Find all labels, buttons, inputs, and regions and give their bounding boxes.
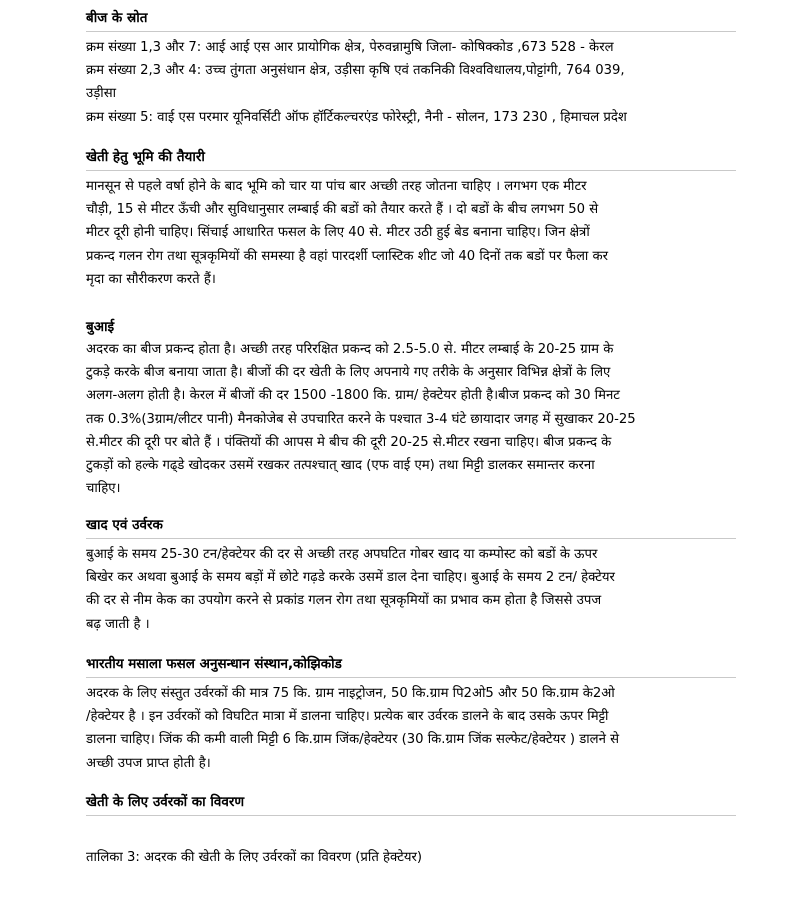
seed-source-text	[86, 36, 736, 129]
section-divider	[86, 815, 736, 816]
table-caption: तालिका 3: अदरक की खेती के लिए उर्वरकों का विवरण (प्रति हेक्टेयर)	[86, 850, 423, 865]
text-line: उड़ीसा	[86, 86, 117, 102]
section-divider	[86, 31, 736, 32]
text-line: टुकड़ों को हल्के गढ्डे खोदकर उसमें रखकर तत्पश्चात् खाद (एफ वाई एम) तथा मिट्टी डालकर समान्तर करना	[86, 458, 595, 474]
text-line: की दर से नीम केक का उपयोग करने से प्रकांड गलन रोग तथा सूत्रकृमियों का प्रभाव कम होता है जिससे उपज	[86, 593, 602, 609]
text-line: अच्छी उपज प्राप्त होती है।	[86, 755, 211, 771]
text-line: बिखेर कर अथवा बुआई के समय बड़ों में छोटे गढ़डे करके उसमें डाल देना चाहिए। बुआई के समय 2 टन/ हेक्टेयर	[86, 570, 615, 586]
text-line: चौड़ी, 15 से मीटर ऊँची और सुविधानुसार लम्बाई की बडों को तैयार करते हैं । दो बडों के बीच लगभग 50 से	[86, 202, 599, 218]
section-divider	[86, 170, 736, 171]
text-line: क्रम संख्या 5: वाई एस परमार यूनिवर्सिटी ऑफ हॉर्टिकल्चरएंड फोरेस्ट्री, नैनी - सोलन, 173 230 , हिमाचल प्रदेश	[86, 109, 627, 125]
text-line: मृदा का सौरीकरण करते हैं।	[86, 271, 216, 287]
text-line: बुआई के समय 25-30 टन/हेक्टेयर की दर से अच्छी तरह अपघटित गोबर खाद या कम्पोस्ट को बडों के ऊपर	[86, 547, 598, 562]
section-heading-sowing: बुआई	[86, 319, 115, 335]
text-line: से.मीटर की दूरी पर बोते हैं । पंक्तियों की आपस मे बीच की दूरी 20-25 से.मीटर रखना चाहिए। बीज प्रकन्द के	[86, 434, 612, 450]
section-heading-iisr: भारतीय मसाला फसल अनुसन्धान संस्थान,कोझिकोड	[86, 656, 342, 672]
text-line: क्रम संख्या 1,3 और 7: आई आई एस आर प्रायोगिक क्षेत्र, पेरुवन्नामुषि जिला- कोषिक्कोड ,673 528 - केरल	[86, 40, 614, 55]
section-heading-fertilizer-details: खेती के लिए उर्वरकों का विवरण	[86, 794, 245, 810]
text-line: प्रकन्द गलन रोग तथा सूत्रकृमियों की समस्या है वहां पारदर्शी प्लास्टिक शीट जो 40 दिनों तक बडों पर फैला कर	[86, 248, 609, 264]
section-heading-seed-source: बीज के स्रोत	[86, 10, 148, 26]
section-divider	[86, 677, 736, 678]
section-divider	[86, 538, 736, 539]
section-heading-manure-fertilizer: खाद एवं उर्वरक	[86, 517, 163, 533]
text-line: टुकड़े करके बीज बनाया जाता है। बीजों की दर खेती के लिए अपनाये गए तरीके के अनुसार विभिन्न क्षेत्रों के लिए	[86, 365, 611, 381]
text-line: तक 0.3%(3ग्राम/लीटर पानी) मैनकोजेब से उपचारित करने के पश्चात 3-4 घंटे छायादार जगह में सुखाकर 20-25	[86, 411, 636, 427]
text-line: डालना चाहिए। जिंक की कमी वाली मिट्टी 6 कि.ग्राम जिंक/हेक्टेयर (30 कि.ग्राम जिंक सल्फेट/हेक्टेयर ) डालने से	[86, 732, 620, 748]
sowing-text	[86, 338, 736, 500]
text-line: अलग-अलग होती है। केरल में बीजों की दर 1500 -1800 कि. ग्राम/ हेक्टेयर होती है।बीज प्रकन्द को 30 मिनट	[86, 388, 620, 404]
section-heading-land-preparation: खेती हेतु भूमि की तैयारी	[86, 149, 205, 165]
text-line: मीटर दूरी होनी चाहिए। सिंचाई आधारित फसल के लिए 40 से. मीटर उठी हुई बेड बनाना चाहिए। जिन क्षेत्रों	[86, 225, 590, 241]
text-line: मानसून से पहले वर्षा होने के बाद भूमि को चार या पांच बार अच्छी तरह जोतना चाहिए । लगभग एक मीटर	[86, 179, 587, 194]
text-line: /हेक्टेयर है । इन उर्वरकों को विघटित मात्रा में डालना चाहिए। प्रत्येक बार उर्वरक डालने के बाद उसके ऊपर मिट्टी	[86, 709, 609, 725]
manure-fertilizer-text	[86, 543, 736, 636]
iisr-text	[86, 682, 736, 775]
text-line: चाहिए।	[86, 481, 121, 497]
text-line: अदरक के लिए संस्तुत उर्वरकों की मात्र 75 कि. ग्राम नाइट्रोजन, 50 कि.ग्राम पि2ओ5 और 50 कि.ग्राम के2ओ	[86, 686, 615, 701]
land-preparation-text	[86, 175, 736, 291]
text-line: बढ़ जाती है ।	[86, 616, 150, 632]
text-line: क्रम संख्या 2,3 और 4: उच्च तुंगता अनुसंधान क्षेत्र, उड़ीसा कृषि एवं तकनिकी विश्वविधालय,पोट्टांगी, 764 039,	[86, 63, 625, 79]
text-line: अदरक का बीज प्रकन्द होता है। अच्छी तरह परिरक्षित प्रकन्द को 2.5-5.0 से. मीटर लम्बाई के 20-25 ग्राम के	[86, 342, 614, 357]
